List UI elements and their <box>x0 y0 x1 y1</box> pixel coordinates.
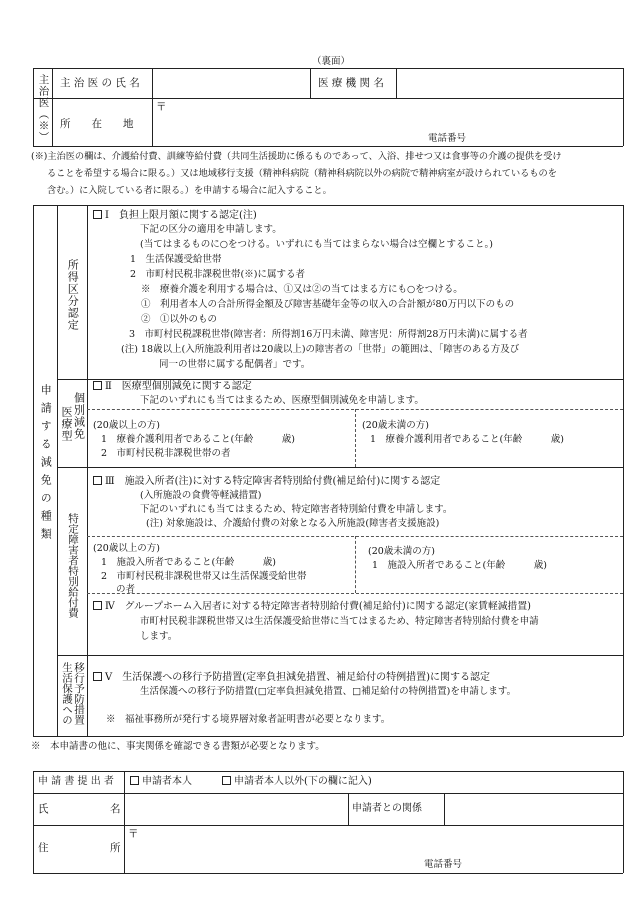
relation-field[interactable] <box>446 795 621 823</box>
submitter-address-field[interactable] <box>126 827 621 871</box>
income-line: (当てはまるものに○をつける。いずれにも当てはまらない場合は空欄とすること。) <box>140 239 493 250</box>
institution-label: 医 療 機 関 名 <box>318 77 384 89</box>
reduction-group-label: 申請する減免の種類 <box>39 384 53 546</box>
income-section-label: 所得区分認定 <box>66 259 80 331</box>
special-minor-head: (20歳未満の方) <box>368 546 436 557</box>
doctor-address-label: 所 在 地 <box>60 118 134 130</box>
submitter-name-field[interactable] <box>126 795 346 823</box>
medical-adult-item: 1 療養介護利用者であること(年齢 歳) <box>101 434 295 445</box>
relation-label: 申請者との関係 <box>352 803 422 814</box>
income-line: 1 生活保護受給世帯 <box>130 254 222 265</box>
submitter-postal-mark: 〒 <box>128 828 139 840</box>
self-checkbox[interactable] <box>130 776 139 785</box>
medical-title: Ⅱ 医療型個別減免に関する認定 <box>93 381 252 394</box>
doctor-note-line: ることを希望する場合に限る。）又は地域移行支援（精神科病院（精神科病院以外の病院で精神病室が設けられているものを <box>47 168 557 179</box>
medical-section-label: 医療型 個別減免 <box>60 392 86 442</box>
special-title: Ⅲ 施設入所者(注)に対する特定障害者特別給付費(補足給付)に関する認定 <box>93 476 440 489</box>
doctor-note-line: (※)主治医の欄は、介護給付費、訓練等給付費（共同生活援助に係るものであって、入浴、排せつ又は食事等の介護の提供を受け <box>31 151 562 162</box>
submitter-option-other[interactable]: 申請者本人以外(下の欄に記入) <box>222 776 372 789</box>
submitter-option-self[interactable]: 申請者本人 <box>130 776 192 789</box>
income-line: 下記の区分の適用を申請します。 <box>140 224 282 235</box>
doctor-group-label: 主治医（※） <box>37 73 50 143</box>
special-line: 下記のいずれにも当てはまるため、特定障害者特別給付費を申請します。 <box>140 504 453 515</box>
other-checkbox[interactable] <box>222 776 231 785</box>
welfare-line: 生活保護への移行予防措置(□定率負担減免措置、□補足給付の特例措置)を申請します。 <box>140 686 517 697</box>
medical-adult-item: 2 市町村民税非課税世帯の者 <box>101 448 231 459</box>
group-home-title: Ⅳ グループホーム入居者に対する特定障害者特別給付費(補足給付)に関する認定(家賃軽減措置) <box>93 601 531 613</box>
postal-mark: 〒 <box>156 101 167 113</box>
submitter-address-label: 住 <box>38 842 49 854</box>
income-line: 2 市町村民税非課税世帯(※)に属する者 <box>130 269 305 280</box>
special-adult-item: 1 施設入所者であること(年齢 歳) <box>101 557 276 568</box>
doctor-name-label: 主 治 医 の 氏 名 <box>60 77 140 89</box>
welfare-checkbox[interactable] <box>93 672 102 681</box>
submitter-phone-label: 電話番号 <box>424 859 463 870</box>
welfare-section-label: 生活保護への 移行予防措置 <box>61 662 86 725</box>
income-line: 3 市町村民税課税世帯(障害者：所得割16万円未満、障害児：所得割28万円未満)に属する者 <box>129 329 528 340</box>
medical-desc: 下記のいずれにも当てはまるため、医療型個別減免を申請します。 <box>140 395 424 406</box>
bottom-note: ※ 本申請書の他に、事実関係を確認できる書類が必要となります。 <box>31 741 325 752</box>
page-side-label: （裏面） <box>312 56 351 67</box>
income-line: ② ①以外のもの <box>141 314 218 325</box>
special-adult-head: (20歳以上の方) <box>93 543 161 554</box>
income-line: ① 利用者本人の合計所得金額及び障害基礎年金等の収入の合計額が80万円以下のもの <box>141 299 515 310</box>
special-checkbox[interactable] <box>93 476 102 485</box>
group-home-line: します。 <box>140 631 178 642</box>
special-adult-item: 2 市町村民税非課税世帯又は生活保護受給世帯 <box>101 571 307 582</box>
submitter-label: 申 請 書 提 出 者 <box>38 776 114 787</box>
institution-field[interactable] <box>398 70 621 96</box>
doctor-address-field[interactable] <box>154 100 621 144</box>
medical-checkbox[interactable] <box>93 381 102 390</box>
submitter-address-label-2: 所 <box>110 842 121 854</box>
special-line: (入所施設の食費等軽減措置) <box>140 490 262 501</box>
group-home-line: 市町村民税非課税世帯又は生活保護受給世帯に当てはまるため、特定障害者特別給付費を申請 <box>140 616 539 627</box>
special-section-label: 特定障害者特別給付費 <box>67 512 80 618</box>
welfare-title: Ⅴ 生活保護への移行予防措置(定率負担減免措置、補足給付の特例措置)に関する認定 <box>93 672 490 685</box>
medical-adult-head: (20歳以上の方) <box>93 420 161 431</box>
submitter-name-label: 氏 <box>38 803 49 815</box>
special-minor-item: 1 施設入所者であること(年齢 歳) <box>372 560 547 571</box>
submitter-name-label-2: 名 <box>110 803 121 815</box>
income-line: ※ 療養介護を利用する場合は、①又は②の当てはまる方にも○をつける。 <box>141 284 463 295</box>
income-line: (注) 18歳以上(入所施設利用者は20歳以上)の障害者の「世帯」の範囲は、「障害のある方及び <box>121 344 520 355</box>
group-home-checkbox[interactable] <box>93 601 102 610</box>
doctor-phone-label: 電話番号 <box>428 133 467 144</box>
special-adult-item: の者 <box>116 584 136 595</box>
doctor-name-field[interactable] <box>154 70 308 96</box>
income-checkbox[interactable] <box>93 210 102 219</box>
special-line: (注) 対象施設は、介護給付費の対象となる入所施設(障害者支援施設) <box>146 518 440 529</box>
income-title: Ⅰ 負担上限月額に関する認定(注) <box>93 210 257 223</box>
medical-minor-item: 1 療養介護利用者であること(年齢 歳) <box>370 434 564 445</box>
income-line: 同一の世帯に属する配偶者」です。 <box>159 359 311 370</box>
medical-minor-head: (20歳未満の方) <box>362 420 430 431</box>
doctor-note-line: 含む。）に入院している者に限る。）を申請する場合に記入すること。 <box>47 185 332 196</box>
welfare-note: ※ 福祉事務所が発行する境界層対象者証明書が必要となります。 <box>106 714 391 725</box>
